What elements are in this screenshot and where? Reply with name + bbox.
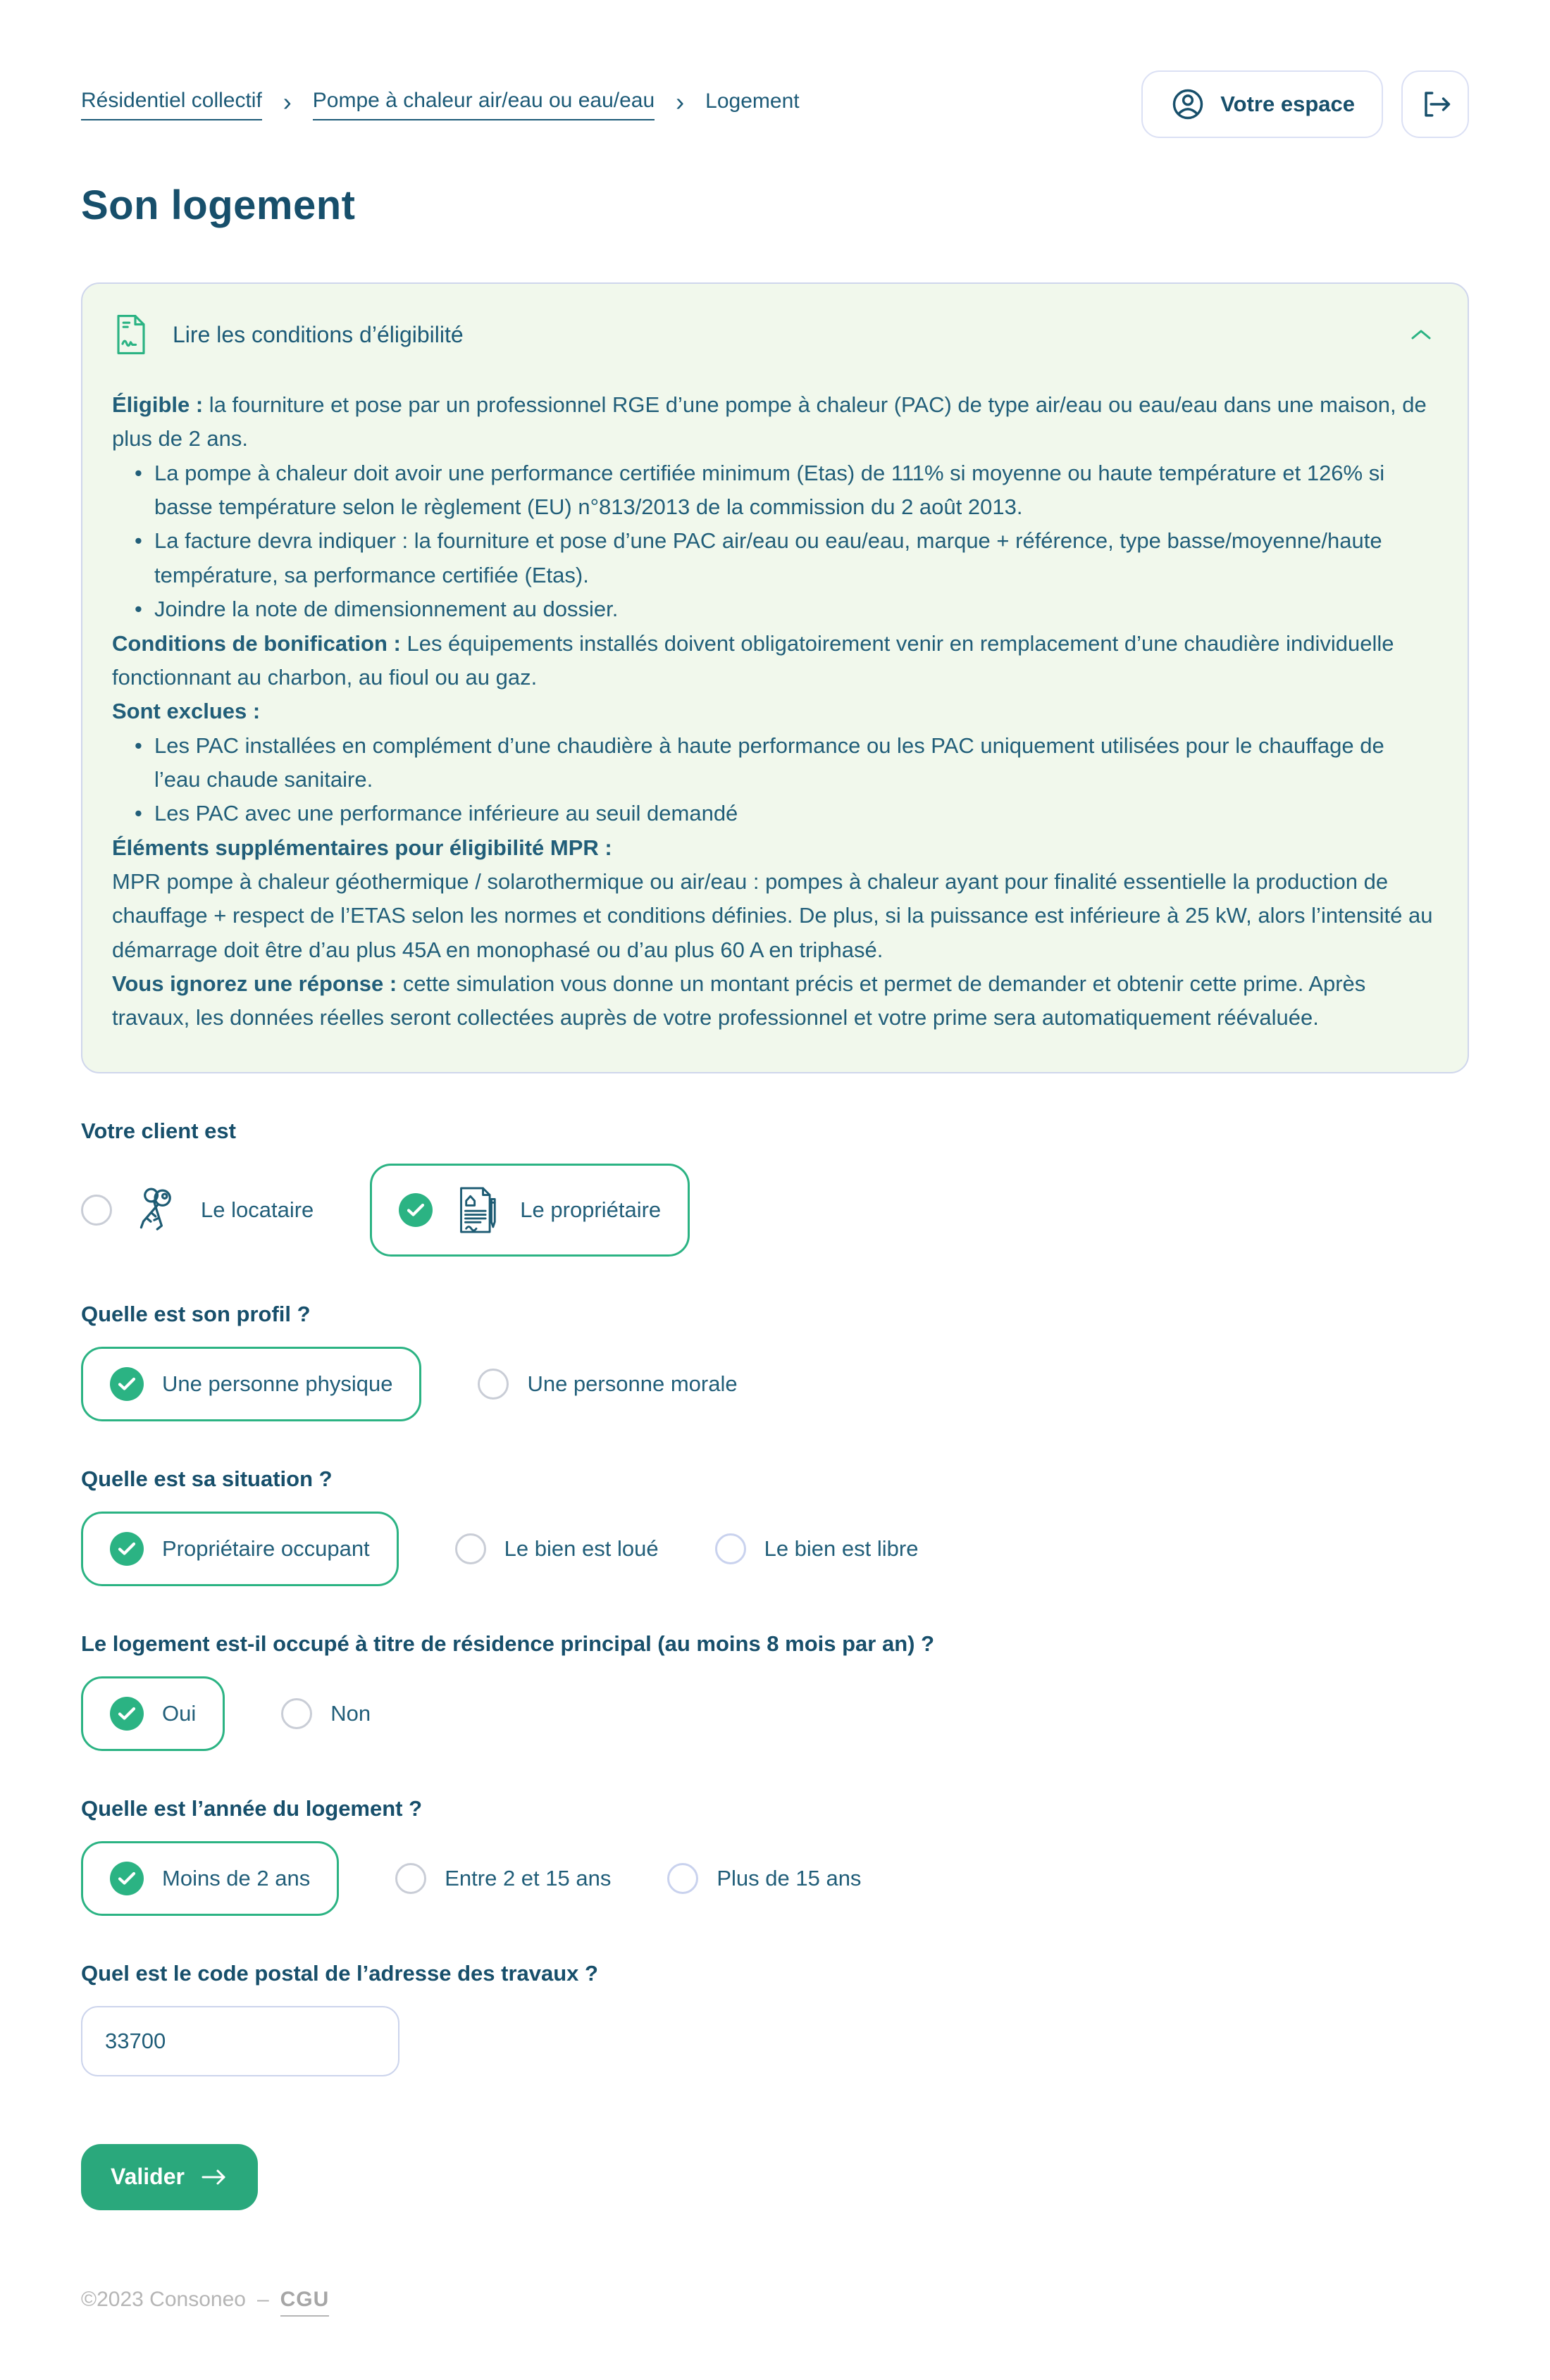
radio-checked-icon [110, 1532, 144, 1566]
radio-unchecked-icon [715, 1533, 746, 1564]
radio-checked-icon [110, 1862, 144, 1895]
question-situation-options [81, 1512, 1469, 1586]
eligibility-paragraph: Sont exclues : [112, 699, 261, 724]
breadcrumb [81, 89, 800, 120]
option-label: Le bien est loué [504, 1535, 659, 1561]
chevron-up-icon [1407, 325, 1435, 344]
radio-unchecked-icon [478, 1369, 509, 1400]
valider-button[interactable] [81, 2144, 258, 2210]
breadcrumb-logement: Logement [705, 89, 800, 113]
cgu-link[interactable]: CGU [280, 2288, 330, 2317]
option-label: Moins de 2 ans [162, 1865, 311, 1890]
eligibility-panel-body [112, 388, 1435, 1035]
option-personne-morale[interactable] [478, 1369, 737, 1400]
option-oui[interactable] [81, 1676, 225, 1751]
option-le-locataire[interactable] [81, 1184, 314, 1236]
radio-checked-icon [399, 1193, 433, 1227]
breadcrumb-residentiel-collectif[interactable]: Résidentiel collectif [81, 89, 262, 120]
copyright-text: ©2023 Consoneo [81, 2287, 246, 2311]
radio-unchecked-icon [281, 1698, 312, 1729]
option-label: Entre 2 et 15 ans [445, 1865, 612, 1890]
option-label: Une personne physique [162, 1371, 393, 1396]
option-plus-de-15-ans[interactable] [667, 1863, 861, 1894]
question-residence-options [81, 1676, 1469, 1751]
eligibility-panel-header[interactable] [112, 313, 1435, 356]
eligibility-bullet: • La facture devra indiquer : la fourniture et pose d’une PAC air/eau ou eau/eau, marque + référence, type basse/moyenne/haute température, sa performance certifiée (Etas). [135, 524, 1435, 592]
question-profil [81, 1302, 1469, 1421]
radio-unchecked-icon [667, 1863, 698, 1894]
question-residence-label: Le logement est-il occupé à titre de résidence principal (au moins 8 mois par an) ? [81, 1631, 935, 1656]
eligibility-bullet: • Les PAC installées en complément d’une chaudière à haute performance ou les PAC uniquement utilisées pour le chauffage de l’eau chaude sanitaire. [135, 729, 1435, 797]
question-annee-options [81, 1841, 1469, 1916]
eligibility-bullet-list [112, 729, 1435, 831]
option-label: Propriétaire occupant [162, 1535, 370, 1561]
option-label: Le propriétaire [520, 1197, 662, 1222]
radio-unchecked-icon [81, 1195, 112, 1226]
eligibility-bullet-list [112, 456, 1435, 627]
radio-checked-icon [110, 1367, 144, 1401]
breadcrumb-pompe-a-chaleur[interactable]: Pompe à chaleur air/eau ou eau/eau [313, 89, 655, 120]
breadcrumb-separator-icon: › [283, 87, 292, 116]
votre-espace-label: Votre espace [1220, 92, 1355, 116]
question-annee-label: Quelle est l’année du logement ? [81, 1795, 423, 1821]
question-code-postal [81, 1961, 1469, 2076]
valider-label: Valider [111, 2164, 185, 2190]
question-profil-label: Quelle est son profil ? [81, 1301, 311, 1326]
user-icon [1170, 86, 1206, 123]
eligibility-bullet: • Les PAC avec une performance inférieure au seuil demandé [135, 797, 1435, 830]
eligibility-panel-title: Lire les conditions d’éligibilité [173, 321, 464, 347]
question-annee [81, 1796, 1469, 1916]
question-client-label: Votre client est [81, 1118, 236, 1143]
option-label: Oui [162, 1700, 197, 1726]
eligibility-paragraph: Éléments supplémentaires pour éligibilité MPR : [112, 835, 612, 860]
option-non[interactable] [281, 1698, 371, 1729]
option-label: Le locataire [201, 1197, 314, 1222]
option-entre-2-et-15-ans[interactable] [395, 1863, 611, 1894]
option-moins-de-2-ans[interactable] [81, 1841, 339, 1916]
keys-icon [130, 1184, 182, 1236]
logout-button[interactable] [1401, 70, 1469, 138]
code-postal-input[interactable] [81, 2006, 399, 2076]
eligibility-paragraph: Vous ignorez une réponse : cette simulation vous donne un montant précis et permet de demander et obtenir cette prime. Après travaux, les données réelles seront collectées auprès de votre professionnel et votre prime sera automatiquement réévaluée. [112, 971, 1366, 1030]
logout-icon [1417, 86, 1453, 123]
eligibility-panel [81, 282, 1469, 1073]
eligibility-paragraph: MPR pompe à chaleur géothermique / solarothermique ou air/eau : pompes à chaleur ayant pour finalité essentielle la production de chauffage + respect de l’ETAS selon les normes et conditions définies. De plus, si la puissance est inférieure à 25 kW, alors l’intensité au démarrage doit être d’au plus 45A en monophasé ou d’au plus 60 A en triphasé. [112, 869, 1433, 962]
option-bien-libre[interactable] [715, 1533, 919, 1564]
eligibility-paragraph: Conditions de bonification : Les équipements installés doivent obligatoirement venir en remplacement d’une chaudière individuelle fonctionnant au charbon, au fioul ou au gaz. [112, 630, 1394, 690]
eligibility-bullet: • La pompe à chaleur doit avoir une performance certifiée minimum (Etas) de 111% si moyenne ou haute température et 126% si basse température selon le règlement (EU) n°813/2013 de la commission du 2 août 2013. [135, 456, 1435, 525]
question-client [81, 1119, 1469, 1257]
contract-icon [451, 1184, 502, 1236]
document-icon [112, 313, 150, 356]
radio-unchecked-icon [395, 1863, 426, 1894]
option-personne-physique[interactable] [81, 1347, 421, 1421]
question-residence [81, 1631, 1469, 1751]
eligibility-paragraph: Éligible : la fourniture et pose par un professionnel RGE d’une pompe à chaleur (PAC) de type air/eau ou eau/eau dans une maison, de plus de 2 ans. [112, 392, 1427, 451]
breadcrumb-separator-icon: › [676, 87, 685, 116]
option-label: Le bien est libre [764, 1535, 919, 1561]
arrow-right-icon [200, 2167, 228, 2188]
radio-unchecked-icon [455, 1533, 486, 1564]
option-label: Non [330, 1700, 371, 1726]
option-label: Une personne morale [527, 1371, 738, 1396]
option-proprietaire-occupant[interactable] [81, 1512, 399, 1586]
footer-separator: – [256, 2287, 269, 2311]
question-situation [81, 1466, 1469, 1586]
option-label: Plus de 15 ans [717, 1865, 862, 1890]
option-bien-loue[interactable] [455, 1533, 659, 1564]
radio-checked-icon [110, 1697, 144, 1731]
footer [81, 2288, 1469, 2317]
page-title: Son logement [81, 182, 356, 228]
eligibility-bullet: • Joindre la note de dimensionnement au dossier. [135, 592, 1435, 626]
option-le-proprietaire[interactable] [370, 1164, 690, 1257]
question-code-postal-label: Quel est le code postal de l’adresse des travaux ? [81, 1960, 598, 1986]
question-situation-label: Quelle est sa situation ? [81, 1466, 333, 1491]
votre-espace-button[interactable] [1141, 70, 1383, 138]
question-client-options [81, 1164, 1469, 1257]
question-profil-options [81, 1347, 1469, 1421]
top-bar [81, 0, 1469, 138]
header-actions [1141, 70, 1469, 138]
